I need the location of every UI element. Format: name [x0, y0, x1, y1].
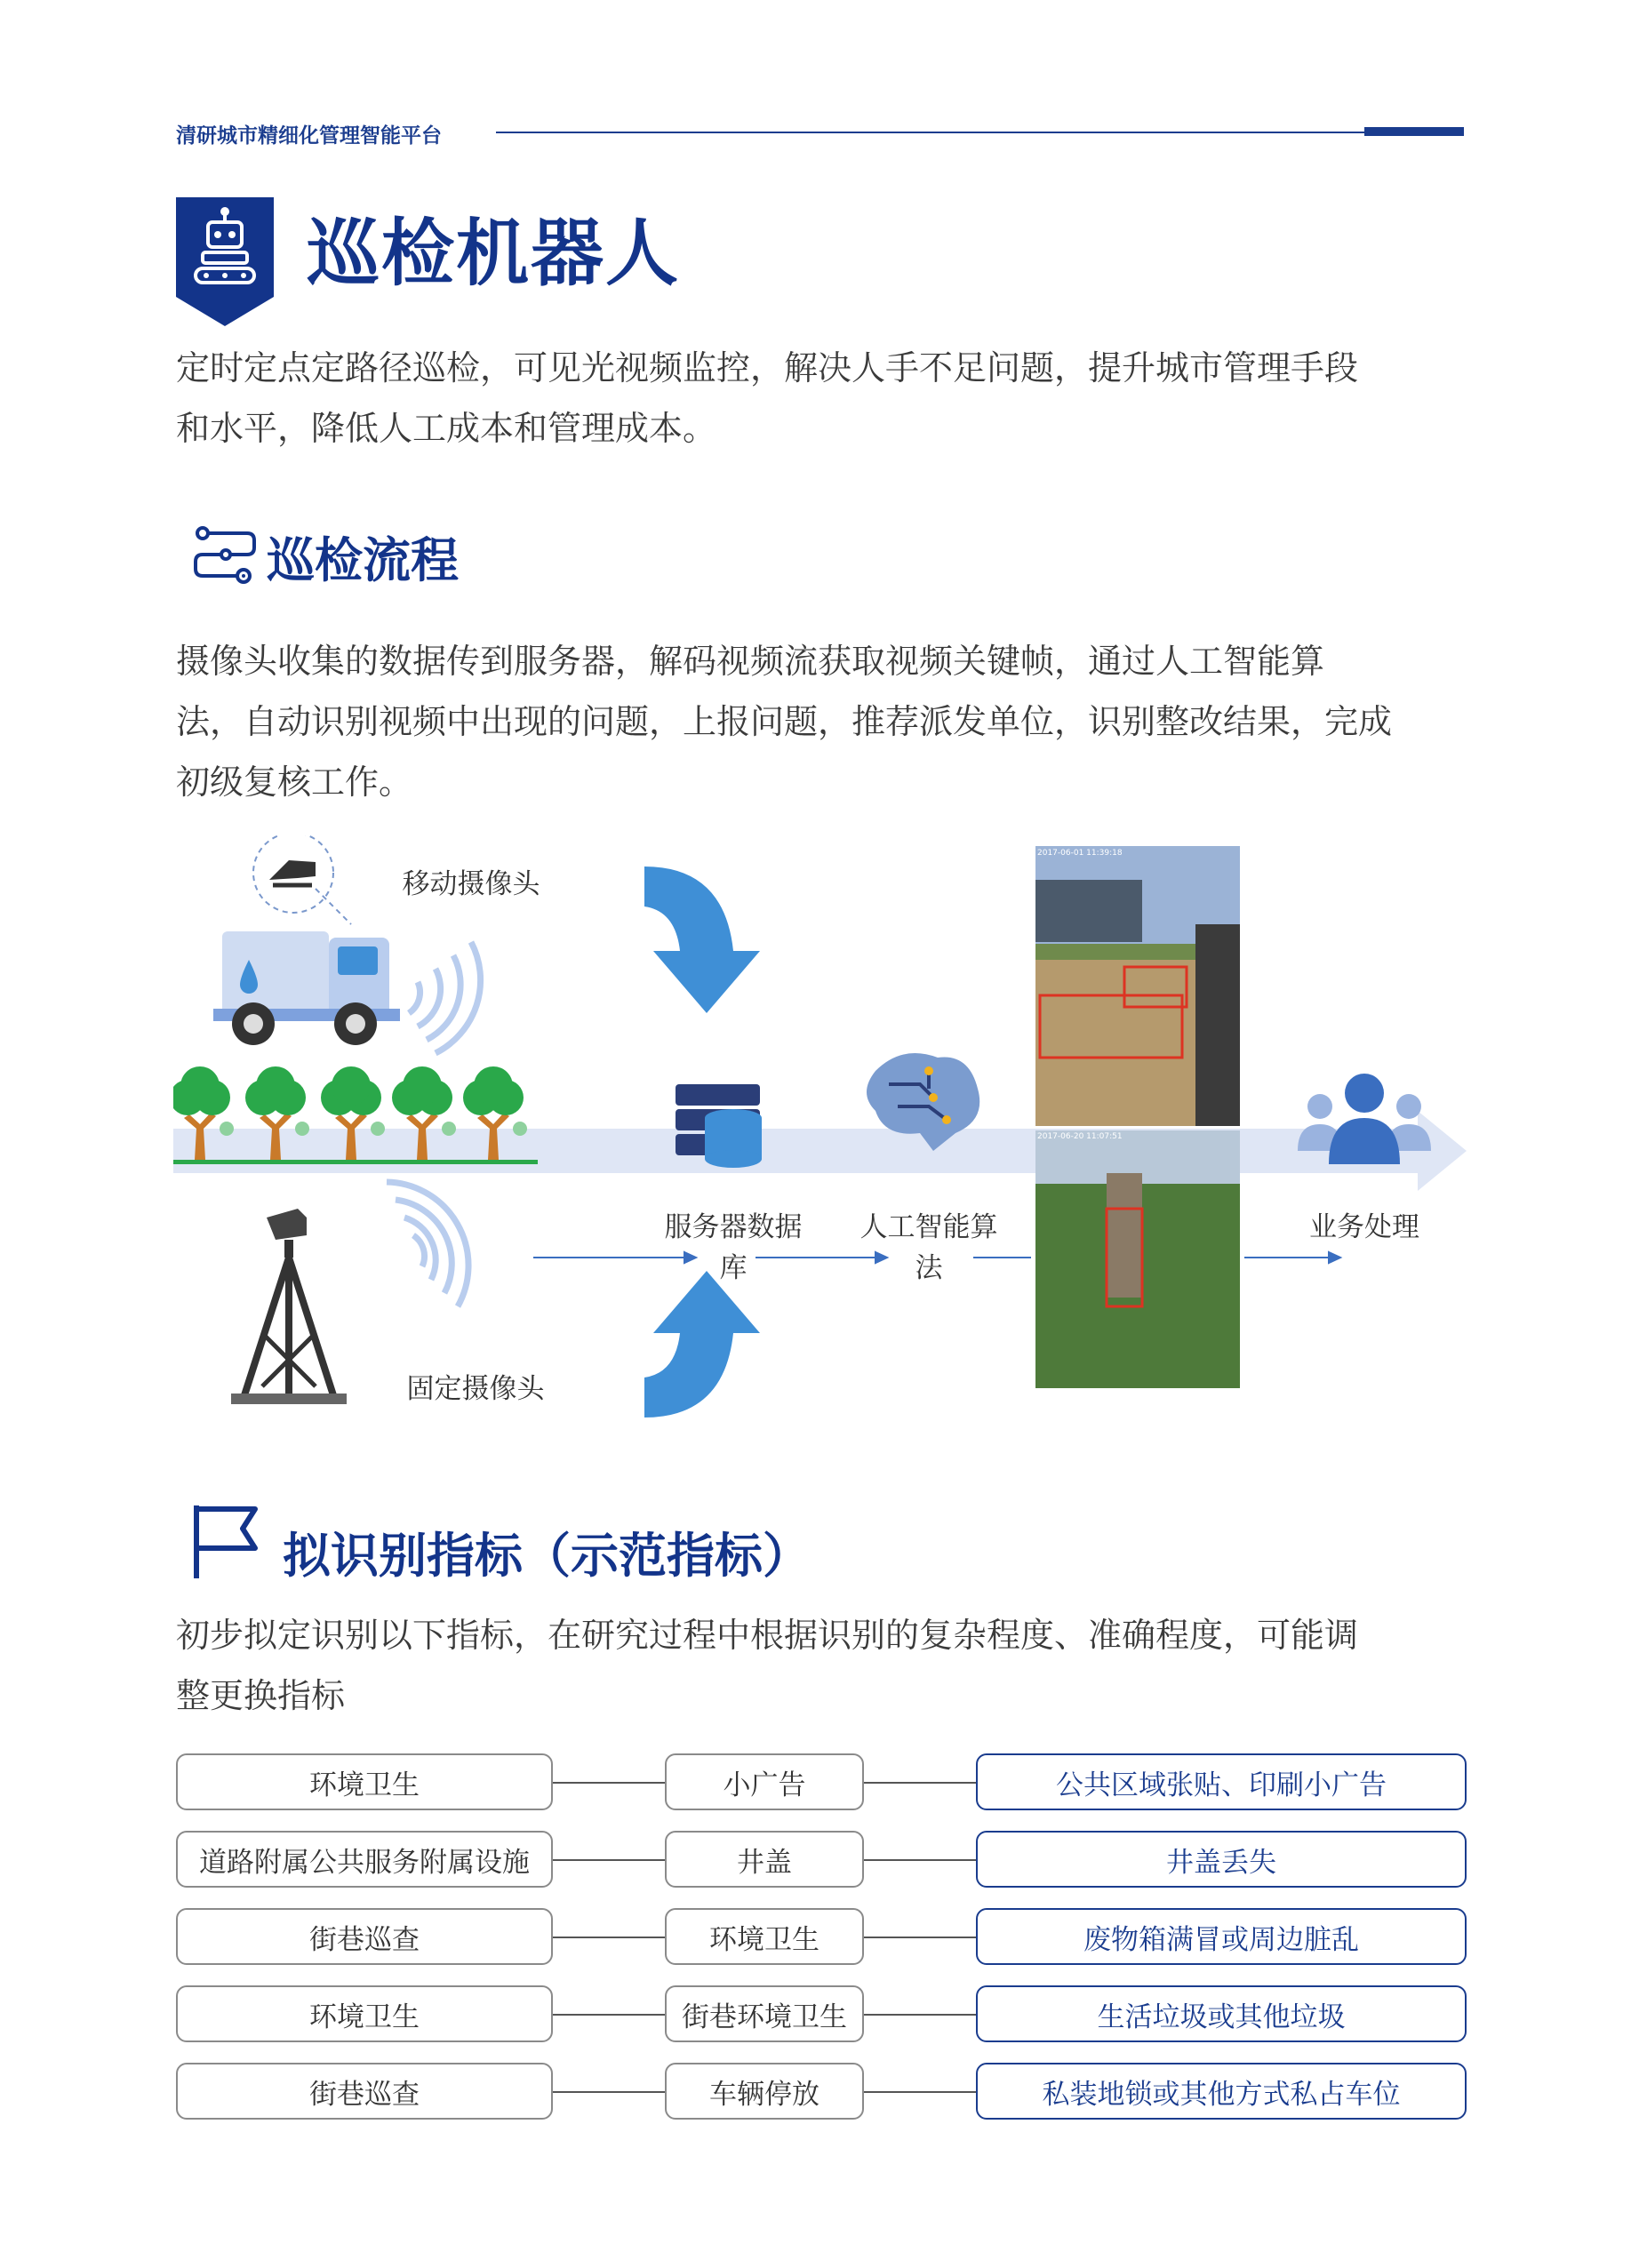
flag-icon	[191, 1502, 262, 1580]
indicator-section-title: 拟识别指标（示范指标）	[283, 1528, 811, 1584]
indicator-description	[176, 1605, 1474, 1726]
tree-crown	[332, 1066, 371, 1106]
indicator-subcategory-box: 小广告	[665, 1753, 864, 1810]
curved-arrow-up	[644, 1271, 760, 1418]
flow-description	[176, 631, 1474, 812]
platform-name: 清研城市精细化管理智能平台	[176, 124, 442, 148]
detection-photo-top	[1035, 846, 1240, 1126]
indicator-subcategory-box: 环境卫生	[665, 1908, 864, 1965]
server-db-label	[644, 1207, 822, 1289]
indicator-category-box: 道路附属公共服务附属设施	[176, 1831, 553, 1888]
connector-line	[864, 1937, 976, 1938]
tree-leaf	[220, 1122, 234, 1136]
detection-photo-bottom	[1035, 1130, 1240, 1388]
indicator-item-box: 井盖丢失	[976, 1831, 1467, 1888]
indicator-subcategory-box: 井盖	[665, 1831, 864, 1888]
tree-leaf	[513, 1122, 527, 1136]
tree-leaf	[442, 1122, 456, 1136]
intro-line: 定时定点定路径巡检，可见光视频监控，解决人手不足问题，提升城市管理手段	[176, 348, 1359, 387]
flow-desc-line: 摄像头收集的数据传到服务器，解码视频流获取视频关键帧，通过人工智能算	[176, 642, 1325, 681]
ai-label-line: 人工智能算	[859, 1211, 998, 1243]
tree-crown	[474, 1066, 513, 1106]
flow-graphic	[173, 835, 1471, 1440]
main-track-arrow	[173, 1111, 1467, 1191]
robot-icon	[176, 197, 274, 326]
truck-icon	[213, 931, 400, 1045]
indicator-category-box: 街巷巡查	[176, 2063, 553, 2120]
mobile-camera-label: 移动摄像头	[402, 868, 540, 900]
fixed-camera-label: 固定摄像头	[406, 1373, 545, 1405]
indicator-subcategory-box: 街巷环境卫生	[665, 1985, 864, 2042]
indicator-item-box: 公共区域张贴、印刷小广告	[976, 1753, 1467, 1810]
intro-line: 和水平，降低人工成本和管理成本。	[176, 409, 717, 448]
server-db-label-line: 库	[719, 1252, 748, 1284]
business-people-icon	[1298, 1074, 1431, 1164]
connector-line	[864, 2091, 976, 2093]
connector-line	[553, 1859, 665, 1861]
indicator-item-box: 私装地锁或其他方式私占车位	[976, 2063, 1467, 2120]
connector-line	[553, 2014, 665, 2016]
ai-label-line: 法	[915, 1252, 943, 1284]
indicator-item-box: 生活垃圾或其他垃圾	[976, 1985, 1467, 2042]
flow-desc-line: 法，自动识别视频中出现的问题，上报问题，推荐派发单位，识别整改结果，完成	[176, 702, 1393, 741]
flow-icon	[194, 524, 256, 587]
signal-icon	[409, 942, 481, 1053]
connector-line	[864, 1859, 976, 1861]
indicator-category-box: 环境卫生	[176, 1985, 553, 2042]
intro-paragraph	[176, 338, 1474, 459]
connector-line	[553, 2091, 665, 2093]
tree-leaf	[295, 1122, 309, 1136]
photo-timestamp: 2017-06-20 11:07:51	[1037, 1132, 1123, 1141]
indicator-subcategory-box: 车辆停放	[665, 2063, 864, 2120]
indicator-desc-line: 整更换指标	[176, 1676, 346, 1715]
tree-crown	[180, 1066, 220, 1106]
photo-timestamp: 2017-06-01 11:39:18	[1037, 849, 1123, 858]
page-title: 巡检机器人	[307, 212, 681, 296]
tree-crown	[403, 1066, 442, 1106]
cctv-icon	[269, 860, 316, 880]
connector-line	[864, 1782, 976, 1784]
server-database-icon	[676, 1084, 762, 1168]
connector-line	[553, 1937, 665, 1938]
indicator-desc-line: 初步拟定识别以下指标，在研究过程中根据识别的复杂程度、准确程度，可能调	[176, 1616, 1359, 1655]
indicator-item-box: 废物箱满冒或周边脏乱	[976, 1908, 1467, 1965]
curved-arrow-down	[644, 866, 760, 1013]
tree-leaf	[371, 1122, 385, 1136]
connector-line	[553, 1782, 665, 1784]
ai-algorithm-label	[840, 1207, 1018, 1289]
header-accent-bar	[1364, 127, 1464, 136]
indicator-category-box: 环境卫生	[176, 1753, 553, 1810]
flow-diagram	[173, 835, 1471, 1440]
indicator-category-box: 街巷巡查	[176, 1908, 553, 1965]
connector-line	[864, 2014, 976, 2016]
server-db-label-line: 服务器数据	[664, 1211, 803, 1243]
camera-tower-icon	[231, 1209, 347, 1404]
header-divider	[496, 132, 1385, 133]
signal-icon	[387, 1182, 468, 1306]
tree-crown	[256, 1066, 295, 1106]
flow-desc-line: 初级复核工作。	[176, 763, 413, 802]
flow-section-title: 巡检流程	[267, 532, 459, 588]
business-label: 业务处理	[1309, 1211, 1419, 1243]
